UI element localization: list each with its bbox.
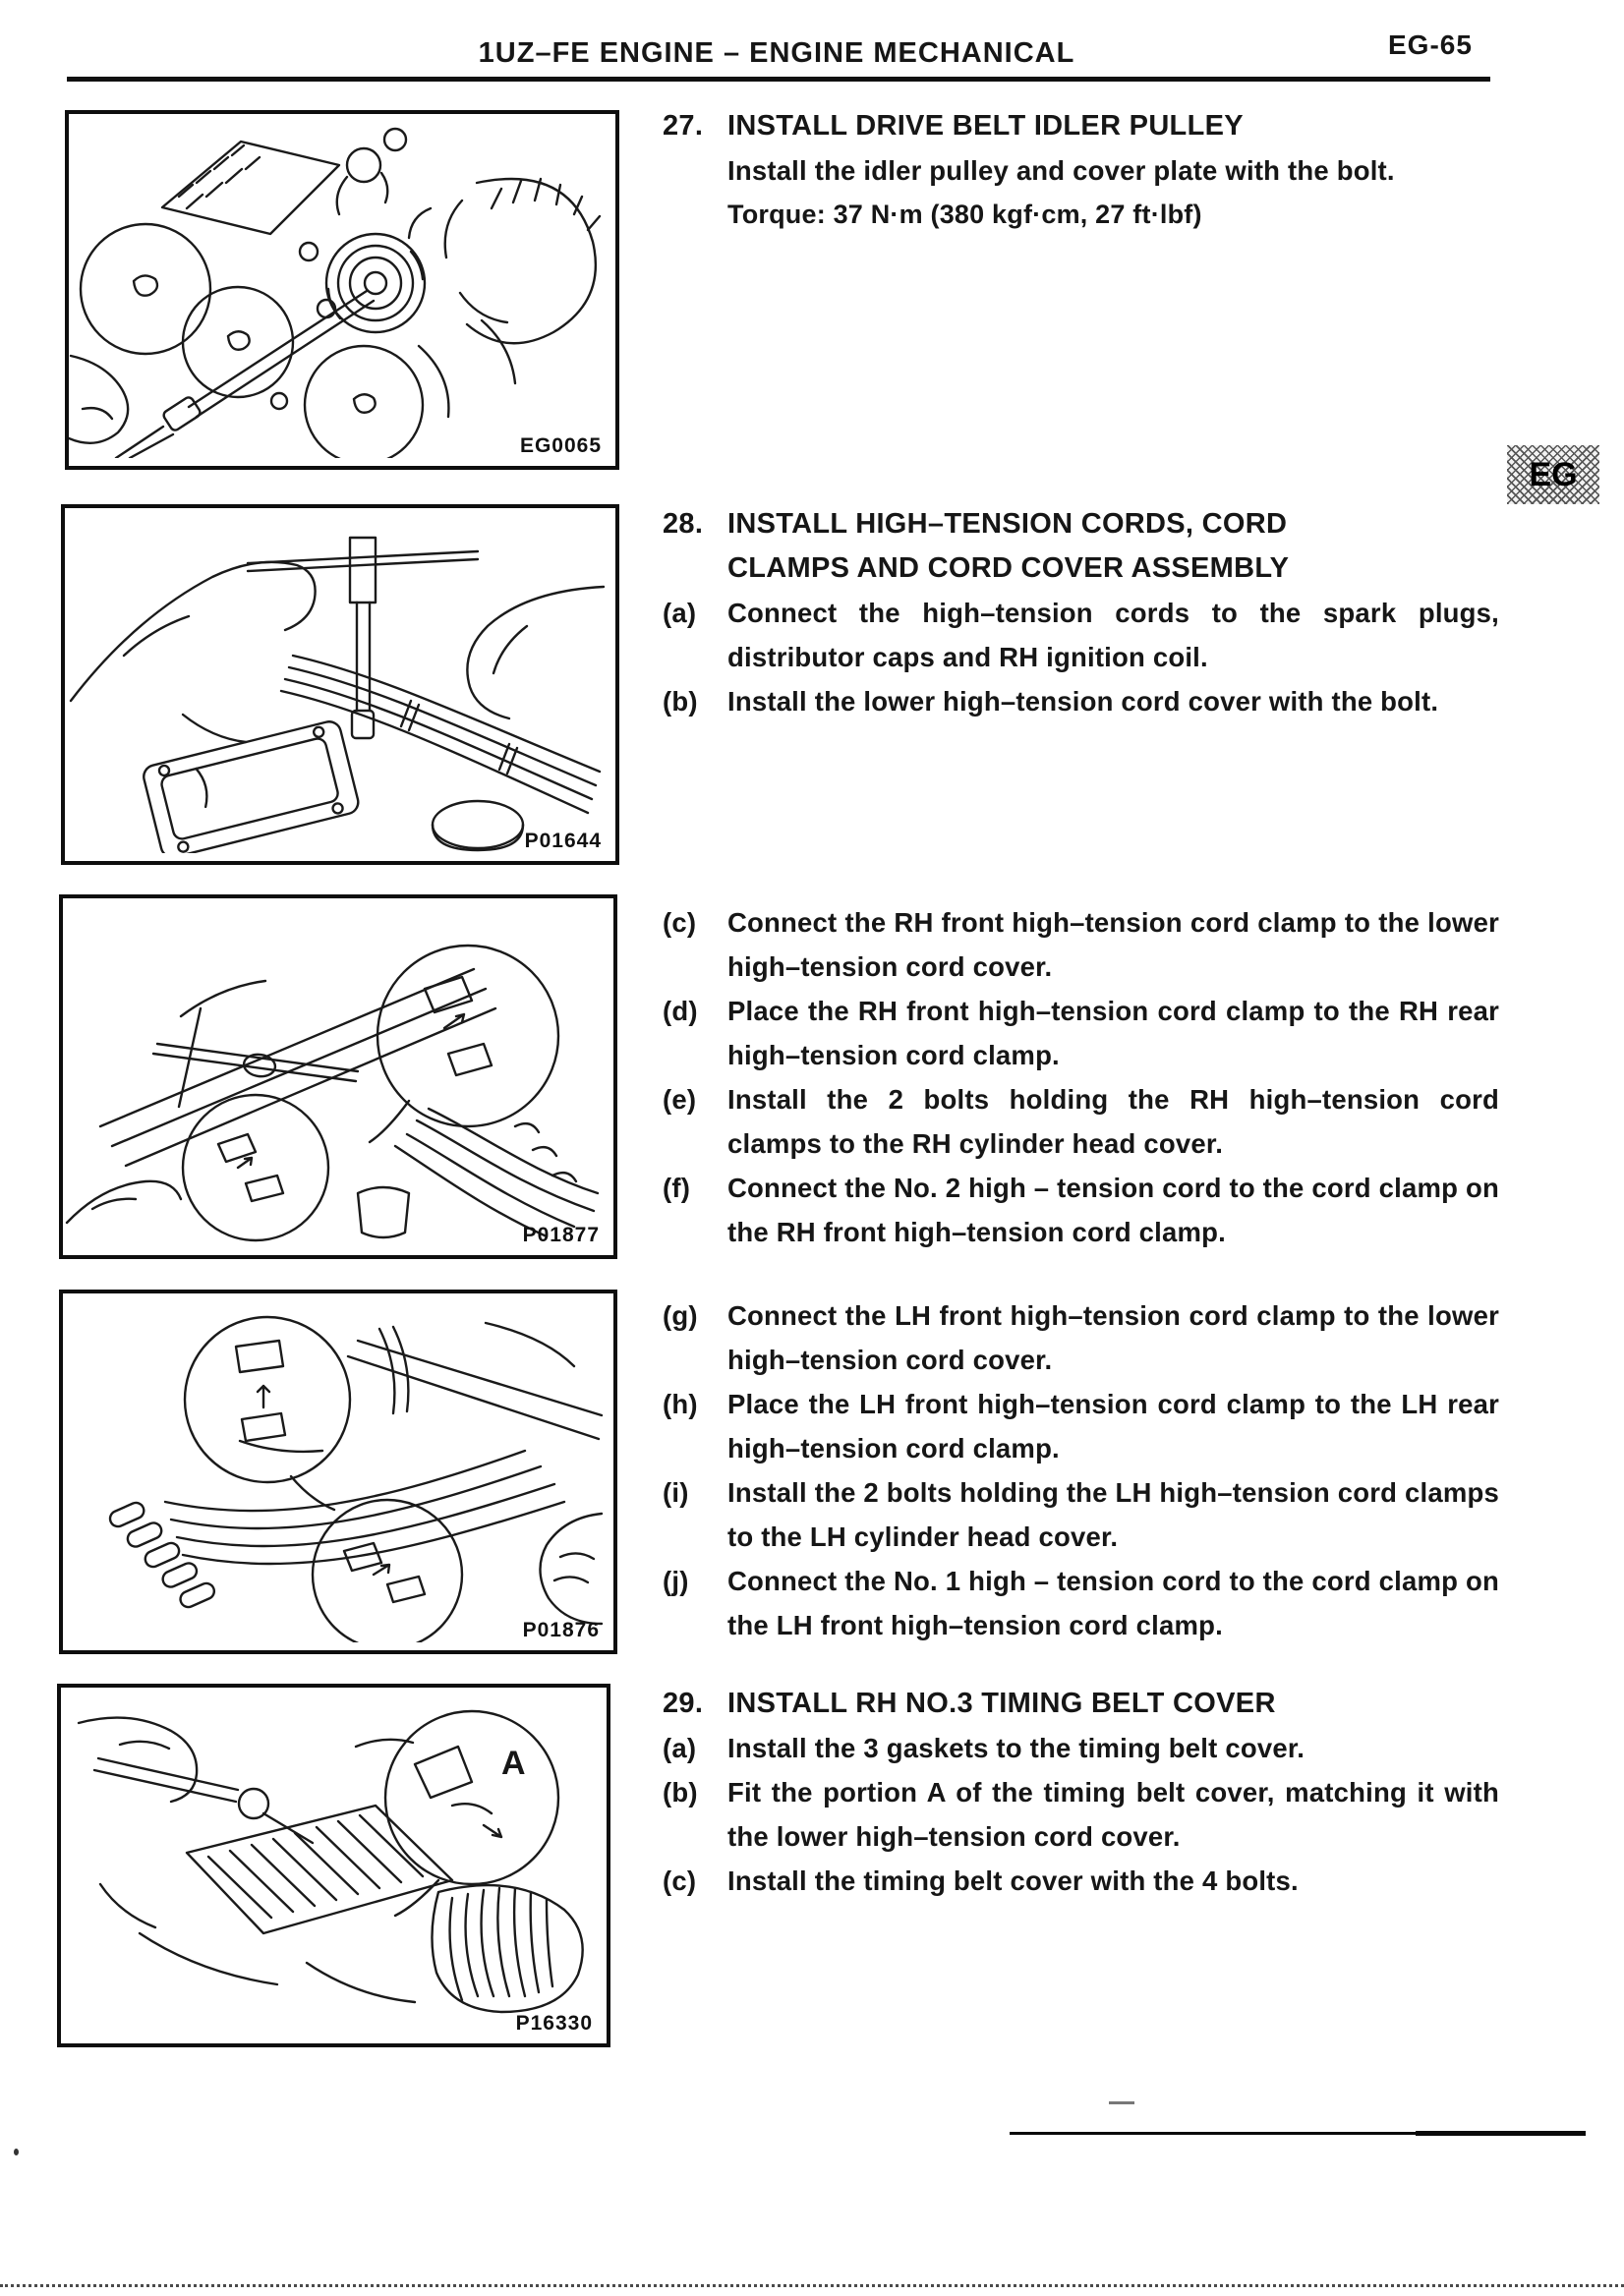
figure-box-idler-pulley [65, 110, 619, 470]
section-number: 29. [663, 1688, 704, 1719]
list-item [663, 679, 1508, 723]
section-title: INSTALL HIGH–TENSION CORDS, CORD CLAMPS AND CORD COVER ASSEMBLY [727, 508, 1290, 584]
item-label: (g) [663, 1300, 698, 1331]
section-28-items-gj [663, 1293, 1508, 1647]
item-text: Install the timing belt cover with the 4 bolts. [727, 1866, 1299, 1896]
list-item [663, 1166, 1508, 1254]
section-number: 27. [663, 110, 704, 142]
list-item [663, 1293, 1508, 1382]
item-text: Connect the LH front high–tension cord clamp to the lower high–tension cord cover. [727, 1300, 1499, 1375]
section-28 [663, 502, 1508, 723]
item-label: (f) [663, 1173, 691, 1203]
page-bottom-dots [0, 2284, 1624, 2287]
list-item [663, 591, 1508, 679]
scan-artifact-line-end [1416, 2131, 1586, 2136]
item-label: (h) [663, 1389, 698, 1419]
timing-belt-cover-illustration [61, 1688, 599, 2036]
cord-cover-illustration [65, 508, 608, 853]
header-rule [67, 77, 1490, 82]
figure-box-cord-cover [61, 504, 619, 865]
section-28-items-cf [663, 900, 1508, 1254]
portion-a-label: A [501, 1745, 526, 1782]
list-item [663, 1726, 1508, 1770]
item-label: (c) [663, 907, 697, 938]
section-27 [663, 104, 1508, 237]
section-body: Install the idler pulley and cover plate with the bolt. [727, 155, 1395, 186]
item-label: (b) [663, 686, 698, 717]
section-number: 28. [663, 508, 704, 540]
rh-clamps-illustration [63, 898, 606, 1247]
item-label: (b) [663, 1777, 698, 1808]
lh-clamps-illustration [63, 1293, 606, 1642]
figure-box-rh-clamps [59, 894, 617, 1259]
item-text: Install the lower high–tension cord cover with the bolt. [727, 686, 1439, 717]
section-29 [663, 1682, 1508, 1903]
item-text: Connect the No. 2 high – tension cord to the cord clamp on the RH front high–tension cord clamp. [727, 1173, 1499, 1247]
list-item [663, 1770, 1508, 1859]
scan-speck [1109, 2101, 1134, 2104]
figure-code: P16330 [515, 2012, 593, 2035]
page-title: 1UZ–FE ENGINE – ENGINE MECHANICAL [478, 37, 1075, 69]
list-item [663, 989, 1508, 1077]
item-text: Fit the portion A of the timing belt cover, matching it with the lower high–tension cord cover. [727, 1777, 1499, 1852]
page-number: EG-65 [1388, 29, 1473, 60]
item-text: Connect the high–tension cords to the spark plugs, distributor caps and RH ignition coil. [727, 598, 1499, 672]
section-title: INSTALL DRIVE BELT IDLER PULLEY [727, 110, 1244, 142]
item-label: (d) [663, 996, 698, 1026]
torque-spec: Torque: 37 N·m (380 kgf·cm, 27 ft·lbf) [727, 200, 1202, 229]
section-tab-eg: EG [1507, 445, 1599, 504]
figure-code: P01877 [522, 1224, 600, 1246]
item-label: (c) [663, 1866, 697, 1896]
figure-box-timing-belt-cover [57, 1684, 610, 2047]
item-label: (j) [663, 1566, 689, 1596]
scan-speck [14, 2149, 19, 2155]
list-item [663, 1859, 1508, 1903]
figure-code: P01876 [522, 1619, 600, 1641]
list-item [663, 1382, 1508, 1470]
item-text: Install the 2 bolts holding the LH high–tension cord clamps to the LH cylinder head cover. [727, 1477, 1499, 1552]
item-text: Connect the No. 1 high – tension cord to the cord clamp on the LH front high–tension cord clamp. [727, 1566, 1499, 1640]
item-label: (i) [663, 1477, 689, 1508]
item-label: (a) [663, 598, 697, 628]
list-item [663, 1470, 1508, 1559]
figure-code: EG0065 [519, 434, 602, 457]
section-title: INSTALL RH NO.3 TIMING BELT COVER [727, 1688, 1276, 1719]
idler-pulley-illustration [69, 114, 608, 458]
item-text: Connect the RH front high–tension cord clamp to the lower high–tension cord cover. [727, 907, 1499, 982]
figure-box-lh-clamps [59, 1290, 617, 1654]
list-item [663, 1077, 1508, 1166]
item-label: (a) [663, 1733, 697, 1763]
item-text: Install the 2 bolts holding the RH high–tension cord clamps to the RH cylinder head cover. [727, 1084, 1499, 1159]
item-label: (e) [663, 1084, 697, 1115]
figure-code: P01644 [524, 830, 602, 852]
item-text: Place the RH front high–tension cord clamp to the RH rear high–tension cord clamp. [727, 996, 1499, 1070]
list-item [663, 1559, 1508, 1647]
item-text: Install the 3 gaskets to the timing belt cover. [727, 1733, 1305, 1763]
list-item [663, 900, 1508, 989]
item-text: Place the LH front high–tension cord clamp to the LH rear high–tension cord clamp. [727, 1389, 1499, 1464]
